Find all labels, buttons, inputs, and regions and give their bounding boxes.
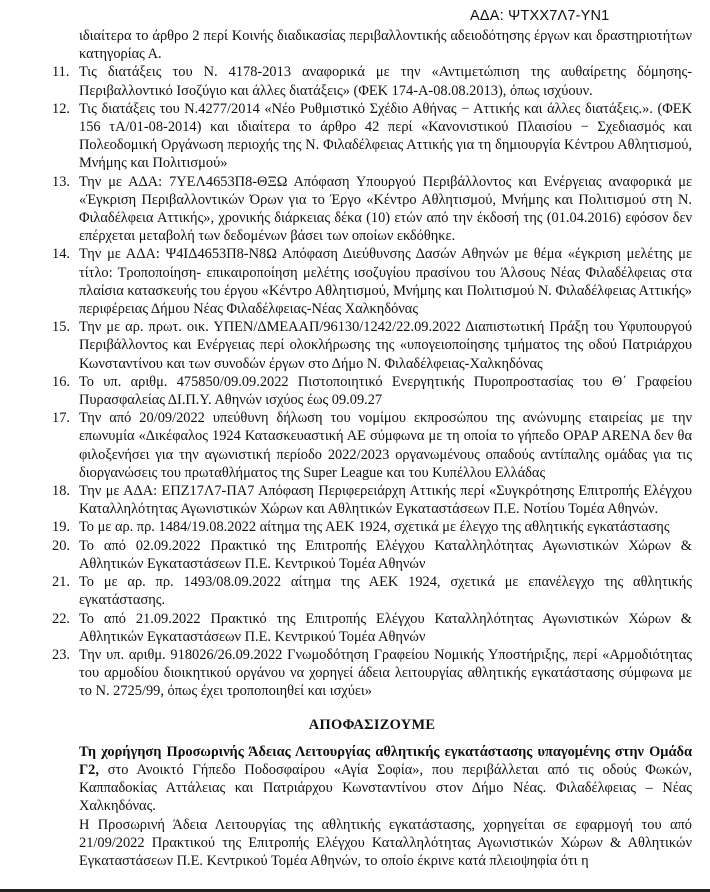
list-item [52, 537, 692, 573]
list-item [52, 518, 692, 536]
item-text: Την με ΑΔΑ: Ψ4ΙΔ4653Π8-Ν8Ω Απόφαση Διεύθυνσης Δασών Αθηνών με θέμα «έγκριση μελέτης με τίτλο: Τροποποίηση- επικαιροποίηση μελέτης ισοζυγίου πρασίνου του Άλσους Νέας Φιλαδέλφειας στα πλαίσια κατασκευής του έργου «Κέντρο Αθλητισμού, Μνήμης και Πολιτισμού Ν. Φιλαδέλφειας Αττικής» περιφέρειας Δήμου Νέας Φιλαδέλφειας-Νέας Χαλκηδόνας [79, 246, 692, 318]
item-text: Την από 20/09/2022 υπεύθυνη δήλωση του νομίμου εκπροσώπου της ανώνυμης εταιρείας με την επωνυμία «Δικέφαλος 1924 Κατασκευαστική ΑΕ σύμφωνα με τη οποία το γήπεδο OPAP ARENA δεν θα φιλοξενήσει για την αγωνιστική περίοδο 2022/2023 οργανωμένους οπαδούς αντίπαλης ομάδας για τις διοργανώσεις του πρωταθλήματος της Super League και του Κυπέλλου Ελλάδας [79, 410, 692, 481]
item-number: 13. [52, 173, 70, 190]
list-item [52, 373, 692, 409]
item-text: Τις διατάξεις του Ν. 4178-2013 αναφορικά με την «Αντιμετώπιση της αυθαίρετης δόμησης-Περιβαλλοντικό Ισοζύγιο και άλλες διατάξεις» (ΦΕΚ 174-Α-08.08.2013), όπως ισχύουν. [79, 64, 692, 99]
continuation-paragraph: ιδιαίτερα το άρθρο 2 περί Κοινής διαδικασίας περιβαλλοντικής αδειοδότησης έργων και δραστηριοτήτων κατηγορίας Α. [79, 28, 692, 63]
item-number: 11. [52, 64, 70, 81]
item-text: Την υπ. αριθμ. 918026/26.09.2022 Γνωμοδότηση Γραφείου Νομικής Υποστήριξης, περί «Αρμοδιότητας του αρμοδίου διοικητικού οργάνου να χορηγεί άδεια λειτουργίας αθλητικής εγκατάστασης σύμφωνα με το Ν. 2725/99, όπως έχει τροποποιηθεί και ισχύει» [79, 646, 692, 700]
decision-paragraph-2: Η Προσωρινή Άδεια Λειτουργίας της αθλητικής εγκατάστασης, χορηγείται σε εφαρμογή του από 21/09/2022 Πρακτικού της Επιτροπής Ελέγχου Καταλληλότητας Αγωνιστικών Χώρων & Αθλητικών Εγκαταστάσεων Π.Ε. Κεντρικού Τομέα Αθηνών, το οποίο έκρινε κατά πλειοψηφία ότι η [79, 816, 692, 869]
list-item [52, 245, 692, 318]
item-number: 19. [52, 519, 70, 536]
list-item [52, 318, 692, 373]
decision-paragraph [52, 743, 692, 816]
item-number: 12. [52, 100, 70, 117]
list-item [52, 100, 692, 173]
item-number: 22. [52, 610, 70, 627]
item-number: 14. [52, 246, 70, 263]
item-number: 21. [52, 574, 70, 591]
list-item [52, 173, 692, 246]
list-item [52, 482, 692, 518]
item-number: 16. [52, 373, 70, 390]
decision-text: στο Ανοικτό Γήπεδο Ποδοσφαίρου «Αγία Σοφία», που περιβάλλεται από τις οδούς Φωκών, Καππαδοκίας Αττάλειας και Πατριάρχου Κωνσταντίνου στον Δήμο Νέας. Φιλαδέλφειας – Νέας Χαλκηδόνας. [79, 761, 692, 815]
item-number: 18. [52, 483, 70, 500]
item-text: Την με ΑΔΑ: ΕΠΖ17Λ7-ΠΑ7 Απόφαση Περιφερειάρχη Αττικής περί «Συγκρότησης Επιτροπής Ελέγχου Καταλληλότητας Αγωνιστικών Χώρων και Αθλητικών Εγκαταστάσεων Π.Ε. Νοτίου Τομέα Αθηνών. [79, 483, 692, 518]
item-text: Το από 21.09.2022 Πρακτικό της Επιτροπής Ελέγχου Καταλληλότητας Αγωνιστικών Χώρων & Αθλητικών Εγκαταστάσεων Π.Ε. Κεντρικού Τομέα Αθηνών [79, 610, 692, 645]
ada-reference-number: ΑΔΑ: ΨΤΧΧ7Λ7-ΥΝ1 [470, 8, 610, 24]
legal-references-list [52, 63, 692, 700]
list-item [52, 409, 692, 482]
item-text: Το με αρ. πρ. 1484/19.08.2022 αίτημα της ΑΕΚ 1924, σχετικά με έλεγχο της αθλητικής εγκατάστασης [79, 519, 670, 536]
decision-heading: ΑΠΟΦΑΣΙΖΟΥΜΕ [308, 716, 436, 733]
item-text: Την με ΑΔΑ: 7ΥΕΛ4653Π8-ΘΞΩ Απόφαση Υπουργού Περιβάλλοντος και Ενέργειας αναφορικά με «Έγκριση Περιβαλλοντικών Όρων για το Έργο «Κέντρο Αθλητισμού, Μνήμης και Πολιτισμού στη Ν. Φιλαδέλφεια Αττικής», χρονικής διάρκειας δέκα (10) ετών από την έκδοσή της (01.04.2016) εφόσον δεν επέρχεται μεταβολή των δεδομένων βάσει των οποίων εκδόθηκε. [79, 173, 692, 245]
item-text: Την με αρ. πρωτ. οικ. ΥΠΕΝ/ΔΜΕΑΑΠ/96130/1242/22.09.2022 Διαπιστωτική Πράξη του Υφυπουργού Περιβάλλοντος και Ενέργειας περί ολοκλήρωσης της «υπογειοποίησης τμήματος της οδού Πατριάρχου Κωνσταντίνου και των συνοδών έργων στο Δήμο Ν. Φιλαδέλφειας-Χαλκηδόνας [79, 319, 692, 372]
item-text: Το υπ. αριθμ. 475850/09.09.2022 Πιστοποιητικό Ενεργητικής Πυροπροστασίας του Θ΄ Γραφείου Πυρασφαλείας ΔΙ.Π.Υ. Αθηνών ισχύος έως 09.09.27 [79, 373, 692, 409]
item-text: Τις διατάξεις του Ν.4277/2014 «Νέο Ρυθμιστικό Σχέδιο Αθήνας − Αττικής και άλλες διατάξεις.». (ΦΕΚ 156 τΑ/01-08-2014) και ιδιαίτερα το άρθρο 42 περί «Κανονιστικού Πλαισίου − Σχεδιασμός και Πολεοδομική Οργάνωση περιοχής της Ν. Φιλαδέλφειας Αττικής για τη δημιουργία Κέντρου Αθλητισμού, Μνήμης και Πολιτισμού» [79, 100, 692, 172]
decision-bold-intro: Τη χορήγηση Προσωρινής Άδειας Λειτουργίας αθλητικής εγκατάστασης υπαγομένης στην Ομάδα Γ2, [79, 743, 692, 778]
item-text: Το με αρ. πρ. 1493/08.09.2022 αίτημα της ΑΕΚ 1924, σχετικά με επανέλεγχο της αθλητικής εγκατάστασης. [79, 574, 692, 609]
list-item [52, 63, 692, 99]
list-item [52, 573, 692, 609]
list-item [52, 610, 692, 646]
document-page [52, 27, 692, 870]
item-number: 17. [52, 410, 70, 427]
item-number: 15. [52, 319, 70, 336]
list-item [52, 646, 692, 701]
item-text: Το από 02.09.2022 Πρακτικό της Επιτροπής Ελέγχου Καταλληλότητας Αγωνιστικών Χώρων & Αθλητικών Εγκαταστάσεων Π.Ε. Κεντρικού Τομέα Αθηνών [79, 537, 692, 572]
item-number: 23. [52, 646, 70, 663]
item-number: 20. [52, 537, 70, 554]
